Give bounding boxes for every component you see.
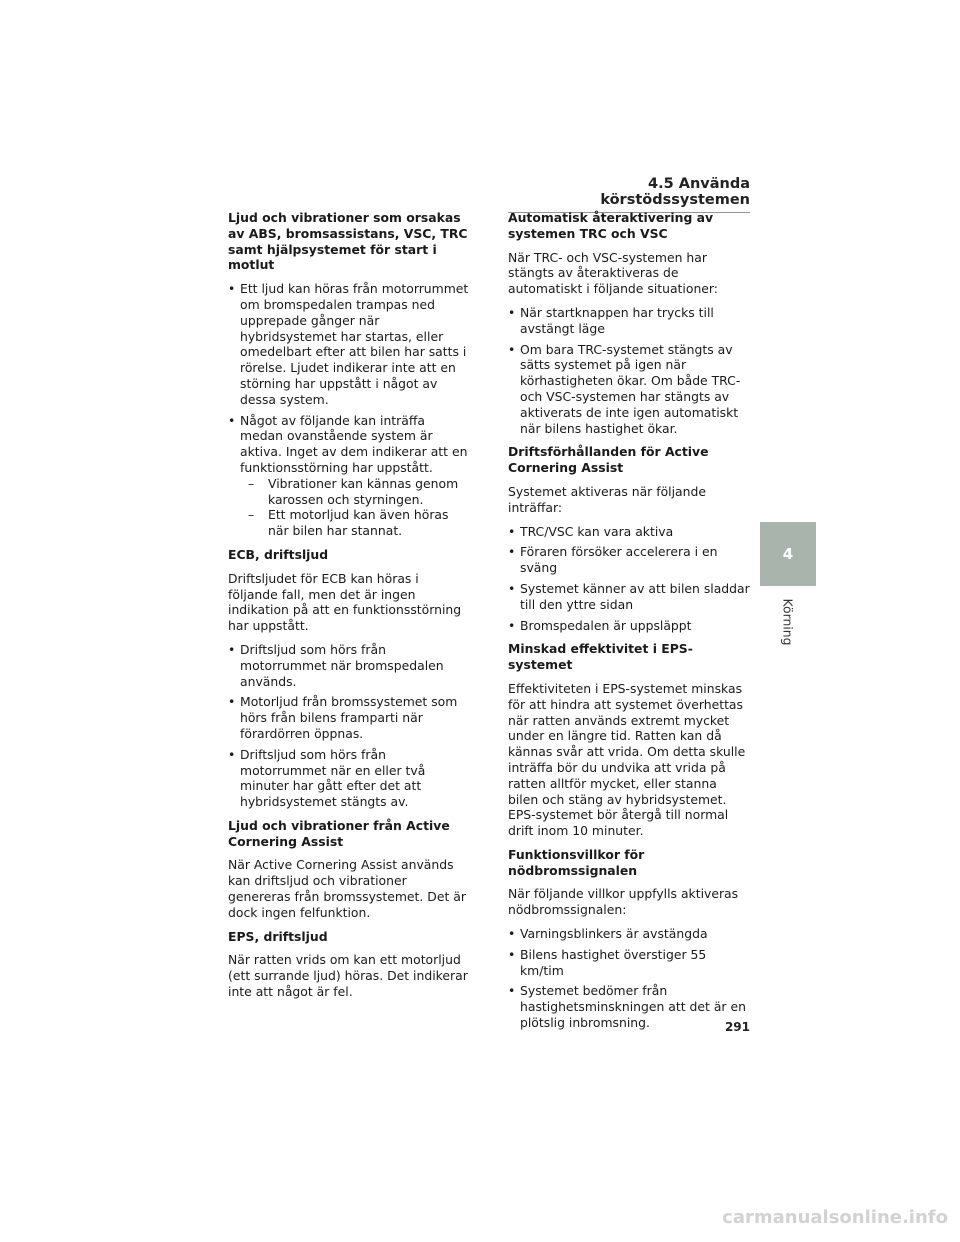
chapter-tab[interactable] (760, 522, 816, 586)
paragraph: När TRC- och VSC-systemen har stängts av återaktiveras de automatiskt i följande situationer: (508, 249, 718, 297)
bullet-list (508, 305, 750, 436)
section-title: 4.5 Använda körstödssystemen (600, 176, 750, 208)
section-heading: Driftsförhållanden för Active Cornering Assist (508, 444, 709, 476)
section-heading: Funktionsvillkor för nödbromssignalen (508, 846, 645, 878)
watermark: carmanualsonline.info (722, 1207, 948, 1228)
section-heading: ECB, driftsljud (228, 546, 329, 562)
list-item: • Driftsljud som hörs från motorrummet när bromspedalen används. (228, 642, 470, 689)
sub-list-item: – Ett motorljud kan även höras när bilen har stannat. (244, 507, 470, 539)
list-item: • När startknappen har trycks till avstängt läge (508, 305, 750, 337)
bullet-list (228, 281, 470, 539)
page-number: 291 (724, 1020, 750, 1034)
list-item: • Systemet bedömer från hastighetsminskningen att det är en plötslig inbromsning. (508, 983, 750, 1030)
list-item: • Om bara TRC-systemet stängts av sätts systemet på igen när körhastigheten ökar. Om både TRC- och VSC-systemen har stängts av aktiverats de inte igen automatiskt när bilens hastighet ökar. (508, 342, 750, 437)
section-heading: EPS, driftsljud (228, 928, 328, 944)
list-item: • Ett ljud kan höras från motorrummet om bromspedalen trampas ned upprepade gånger när hybridsystemet har startas, eller omedelbart efter att bilen har satts i rörelse. Ljudet indikerar inte att en störning har uppstått i något av dessa system. (228, 281, 470, 407)
section-heading: Automatisk återaktivering av systemen TRC och VSC (508, 210, 714, 241)
left-column (228, 210, 470, 1008)
bullet-list (508, 524, 750, 634)
list-item (228, 413, 470, 539)
list-item: • Varningsblinkers är avstängda (508, 926, 750, 942)
page-header (508, 176, 750, 213)
list-item: • Bilens hastighet överstiger 55 km/tim (508, 947, 750, 979)
section-heading: Ljud och vibrationer från Active Cornering Assist (228, 817, 450, 849)
section-heading: Ljud och vibrationer som orsakas av ABS, bromsassistans, VSC, TRC samt hjälpsystemet för start i motlut (228, 210, 468, 273)
bullet-list (228, 642, 470, 810)
chapter-label (778, 596, 798, 648)
list-item: • Bromspedalen är uppsläppt (508, 618, 750, 634)
bullet-list (508, 926, 750, 1031)
paragraph: Effektiviteten i EPS-systemet minskas för att hindra att systemet överhettas när ratten används extremt mycket under en längre tid. Ratten kan då kännas svår att vrida. Om detta skulle inträffa bör du undvika att vrida på ratten alltför mycket, eller stanna bilen och stäng av hybridsystemet. EPS-systemet bör återgå till normal drift inom 10 minuter. (508, 680, 746, 839)
list-item: • Systemet känner av att bilen sladdar till den yttre sidan (508, 581, 750, 613)
list-item: • Motorljud från bromssystemet som hörs från bilens framparti när förardörren öppnas. (228, 694, 470, 741)
paragraph: När följande villkor uppfylls aktiveras nödbromssignalen: (508, 886, 739, 918)
list-item: • Föraren försöker accelerera i en sväng (508, 544, 750, 576)
list-item: • TRC/VSC kan vara aktiva (508, 524, 750, 540)
list-item: • Driftsljud som hörs från motorrummet när en eller två minuter har gått efter det att hybridsystemet stängts av. (228, 747, 470, 810)
paragraph: När ratten vrids om kan ett motorljud (ett surrande ljud) höras. Det indikerar inte att något är fel. (228, 952, 468, 1000)
paragraph: Driftsljudet för ECB kan höras i följande fall, men det är ingen indikation på att en funktionsstörning har uppstått. (228, 570, 462, 634)
section-heading: Minskad effektivitet i EPS-systemet (508, 641, 693, 673)
paragraph: Systemet aktiveras när följande inträffar: (508, 483, 706, 515)
right-column (508, 210, 750, 1039)
chapter-number: 4 (782, 545, 794, 563)
sub-list (240, 476, 470, 539)
list-item-text: Något av följande kan inträffa medan ovanstående system är aktiva. Inget av dem indikerar att en funktionsstörning har uppstått. (240, 412, 468, 475)
paragraph: När Active Cornering Assist används kan driftsljud och vibrationer genereras från bromssystemet. Det är dock ingen felfunktion. (228, 857, 466, 920)
chapter-label-text: Körning (780, 598, 796, 646)
sub-list-item: – Vibrationer kan kännas genom karossen och styrningen. (244, 476, 470, 508)
